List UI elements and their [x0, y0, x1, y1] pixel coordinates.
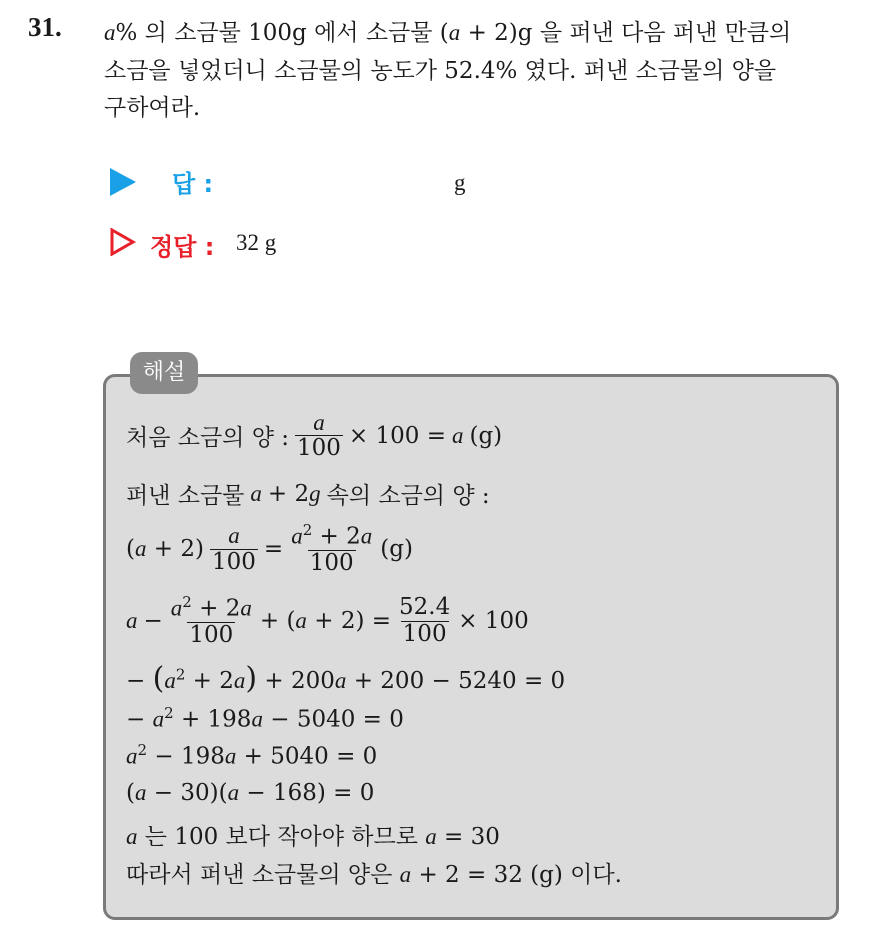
- explanation-line-6: − $a^2 + 198a - 5040 = 0$: [126, 704, 404, 733]
- explanation-tag: 해설: [130, 352, 198, 394]
- explanation-line-9: a 는 100 보다 작아야 하므로 a = 30: [126, 824, 500, 850]
- question-line-2: 소금을 넣었더니 소금물의 농도가 52.4% 였다. 퍼낸 소금물의 양을: [104, 58, 777, 84]
- explanation-line-1: 처음 소금의 양 : $\frac{a}{100}$ × 100 = a (g): [126, 410, 503, 462]
- explanation-line-7: $a^2 - 198a + 5040 = 0$: [126, 741, 378, 770]
- question-line-3: 구하여라.: [104, 95, 201, 121]
- explanation-line-10: 따라서 퍼낸 소금물의 양은 a + 2 = 32 (g) 이다.: [126, 862, 622, 888]
- answer-label: 답 :: [172, 170, 214, 198]
- answer-unit[interactable]: g: [454, 170, 466, 195]
- question-line-1: a% 의 소금물 100g 에서 소금물 (a + 2)g 을 퍼낸 다음 퍼낸 만큼의: [104, 20, 792, 46]
- solution-value: 32 g: [236, 230, 277, 255]
- explanation-line-5: − $(a^2 + 2a) + 200a + 200 - 5240 = 0$: [126, 661, 566, 696]
- explanation-line-3: (a + 2) $\frac{a}{100}$ = $\frac{a^2 + 2a}{100}$ (g): [126, 521, 413, 576]
- question-number: 31.: [28, 12, 62, 42]
- solution-label: 정답 :: [150, 233, 215, 261]
- explanation-line-4: a − $\frac{a^2 + 2a}{100}$ + (a + 2) = $\frac{52.4}{100}$ × 100: [126, 593, 529, 648]
- play-arrow-icon: [110, 168, 136, 196]
- outline-arrow-icon: [110, 228, 136, 256]
- explanation-line-8: (a − 30)(a − 168) = 0: [126, 780, 375, 806]
- explanation-line-2: 퍼낸 소금물 a + 2 g 속의 소금의 양 :: [126, 480, 490, 509]
